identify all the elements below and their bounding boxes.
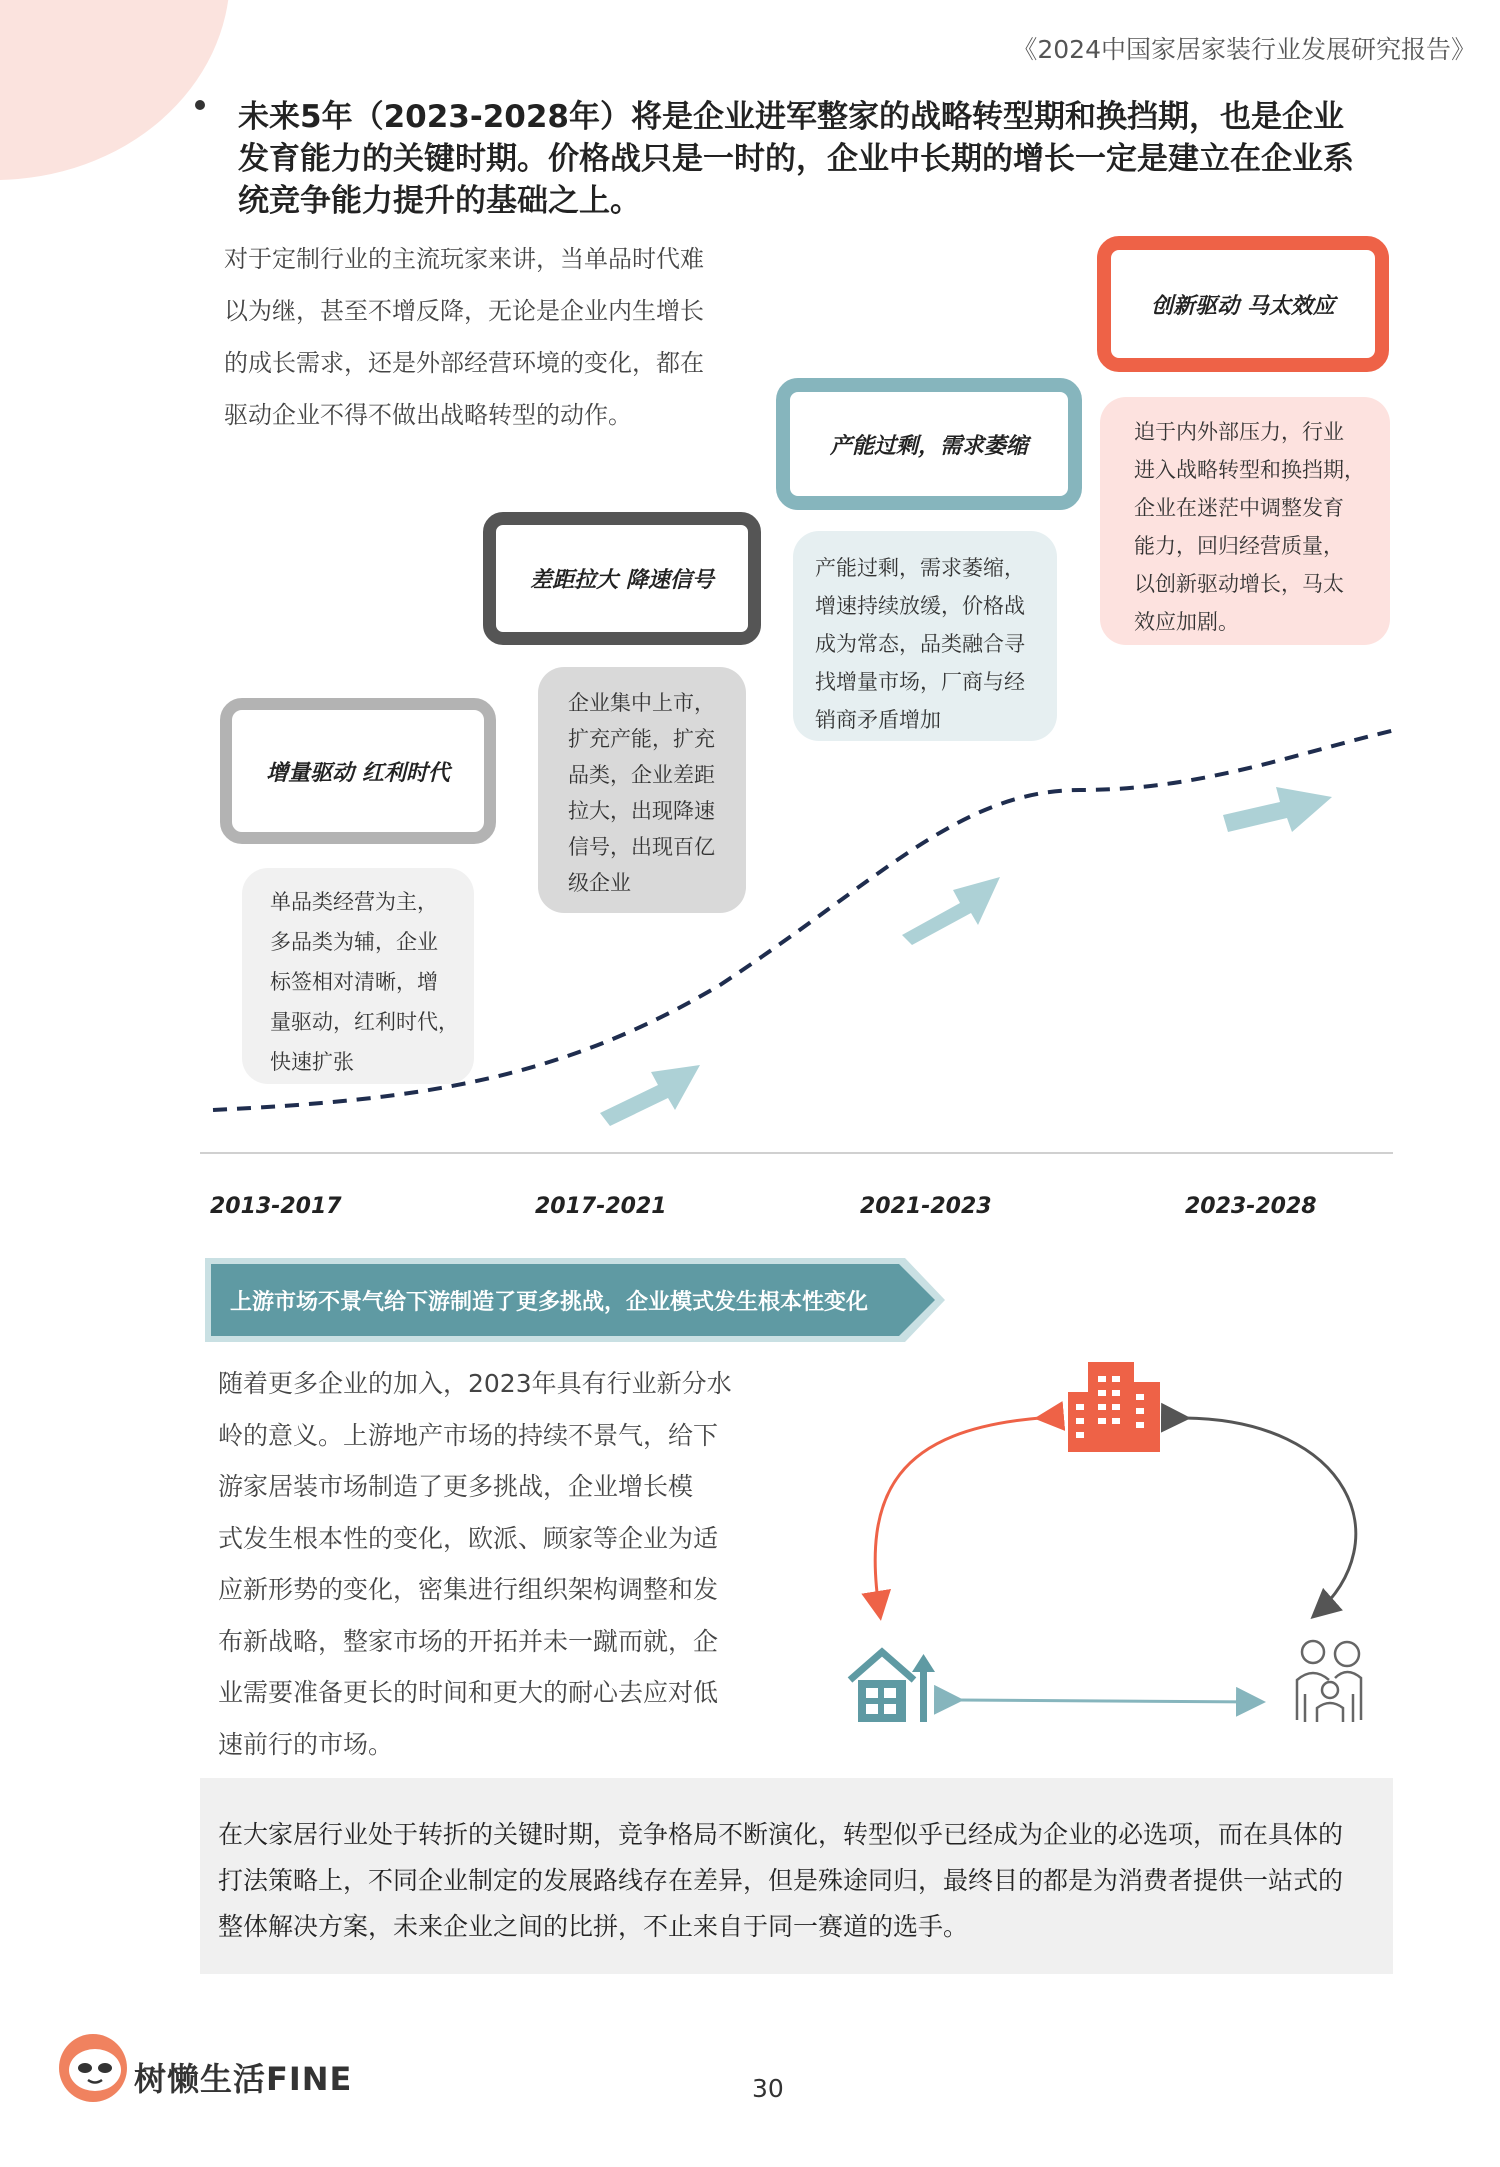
stage-title-box-2 [483, 512, 761, 645]
year-label: 2017-2021 [535, 1194, 667, 1219]
summary-box [200, 1778, 1393, 1974]
arrow-icon [902, 877, 1000, 945]
stage-title: 创新驱动 马太效应 [1151, 293, 1335, 319]
body-line: 业需要准备更长的时间和更大的耐心去应对低 [218, 1678, 719, 1707]
stage-title-box-1 [220, 698, 496, 844]
desc-line: 迫于内外部压力，行业 [1134, 420, 1344, 444]
desc-line: 标签相对清晰，增 [270, 970, 438, 994]
body-line: 游家居装市场制造了更多挑战，企业增长模 [218, 1472, 694, 1501]
desc-line: 销商矛盾增加 [815, 708, 941, 732]
desc-line: 拉大，出现降速 [568, 799, 715, 823]
stage-description-4 [1100, 397, 1390, 645]
desc-line: 找增量市场，厂商与经 [815, 670, 1025, 694]
desc-line: 以创新驱动增长，马太 [1134, 572, 1344, 596]
relationship-diagram [840, 1340, 1400, 1740]
family-icon [1297, 1641, 1361, 1722]
body-line: 随着更多企业的加入，2023年具有行业新分水 [218, 1369, 732, 1398]
desc-line: 产能过剩，需求萎缩， [815, 556, 1025, 580]
stage-title-box-4 [1097, 236, 1389, 372]
stage-title: 产能过剩，需求萎缩 [829, 433, 1028, 459]
desc-line: 信号，出现百亿 [568, 835, 715, 859]
desc-line: 单品类经营为主， [270, 890, 438, 914]
desc-line: 品类，企业差距 [568, 763, 715, 787]
body-line: 布新战略，整家市场的开拓并未一蹴而就，企 [218, 1626, 719, 1656]
desc-line: 量驱动，红利时代， [270, 1010, 459, 1034]
desc-line: 能力，回归经营质量， [1134, 534, 1344, 558]
stage-description-2 [538, 667, 746, 913]
stage-title: 增量驱动 红利时代 [266, 760, 450, 786]
summary-line: 整体解决方案，未来企业之间的比拼，不止来自于同一赛道的选手。 [218, 1912, 969, 1941]
stage-title-box-3 [776, 378, 1082, 510]
desc-line: 扩充产能，扩充 [568, 727, 715, 751]
desc-line: 级企业 [568, 871, 631, 895]
desc-line: 进入战略转型和换挡期， [1134, 458, 1365, 482]
desc-line: 效应加剧。 [1134, 610, 1239, 634]
intro-line: 的成长需求，还是外部经营环境的变化，都在 [224, 349, 704, 377]
desc-line: 快速扩张 [270, 1050, 354, 1074]
stage-title: 差距拉大 降速信号 [530, 568, 714, 593]
building-icon [1068, 1362, 1160, 1452]
stage-description-1 [242, 868, 474, 1084]
intro-line: 驱动企业不得不做出战略转型的动作。 [224, 401, 632, 429]
page-number: 30 [752, 2074, 784, 2103]
body-line: 式发生根本性的变化，欧派、顾家等企业为适 [218, 1523, 719, 1553]
desc-line: 增速持续放缓，价格战 [815, 594, 1025, 618]
headline: 未来5年（2023-2028年）将是企业进军整家的战略转型期和换挡期，也是企业发育能力的关键时期。价格战只是一时的，企业中长期的增长一定是建立在企业系统竞争能力提升的基础之上。 [238, 99, 1354, 219]
banner-text: 上游市场不景气给下游制造了更多挑战，企业模式发生根本性变化 [230, 1290, 869, 1315]
stage-description-3 [793, 531, 1057, 741]
house-growth-icon [850, 1652, 935, 1722]
timeline-divider [200, 1152, 1393, 1154]
body-paragraph [218, 1358, 742, 1770]
desc-line: 成为常态，品类融合寻 [815, 632, 1025, 656]
desc-line: 企业集中上市， [568, 691, 715, 715]
year-label: 2023-2028 [1185, 1194, 1317, 1219]
body-line: 岭的意义。上游地产市场的持续不景气，给下 [218, 1420, 719, 1450]
summary-line: 打法策略上，不同企业制定的发展路线存在差异，但是殊途同归，最终目的都是为消费者提供一站式的 [218, 1866, 1344, 1895]
summary-line: 在大家居行业处于转折的关键时期，竞争格局不断演化，转型似乎已经成为企业的必选项，而在具体的 [218, 1820, 1344, 1849]
intro-line: 对于定制行业的主流玩家来讲，当单品时代难 [224, 245, 704, 273]
report-title: 《2024中国家居家装行业发展研究报告》 [1012, 35, 1476, 64]
sloth-logo-icon [55, 2030, 131, 2106]
body-line: 应新形势的变化，密集进行组织架构调整和发 [218, 1575, 719, 1604]
desc-line: 企业在迷茫中调整发育 [1134, 496, 1344, 520]
body-line: 速前行的市场。 [218, 1729, 394, 1759]
arrow-icon [600, 1065, 700, 1126]
arrow-icon [1223, 787, 1332, 832]
year-label: 2013-2017 [210, 1194, 342, 1219]
year-label: 2021-2023 [860, 1194, 992, 1219]
intro-line: 以为继，甚至不增反降，无论是企业内生增长 [224, 297, 704, 325]
brand-name: 树懒生活FINE [134, 2060, 353, 2098]
desc-line: 多品类为辅，企业 [270, 930, 438, 954]
